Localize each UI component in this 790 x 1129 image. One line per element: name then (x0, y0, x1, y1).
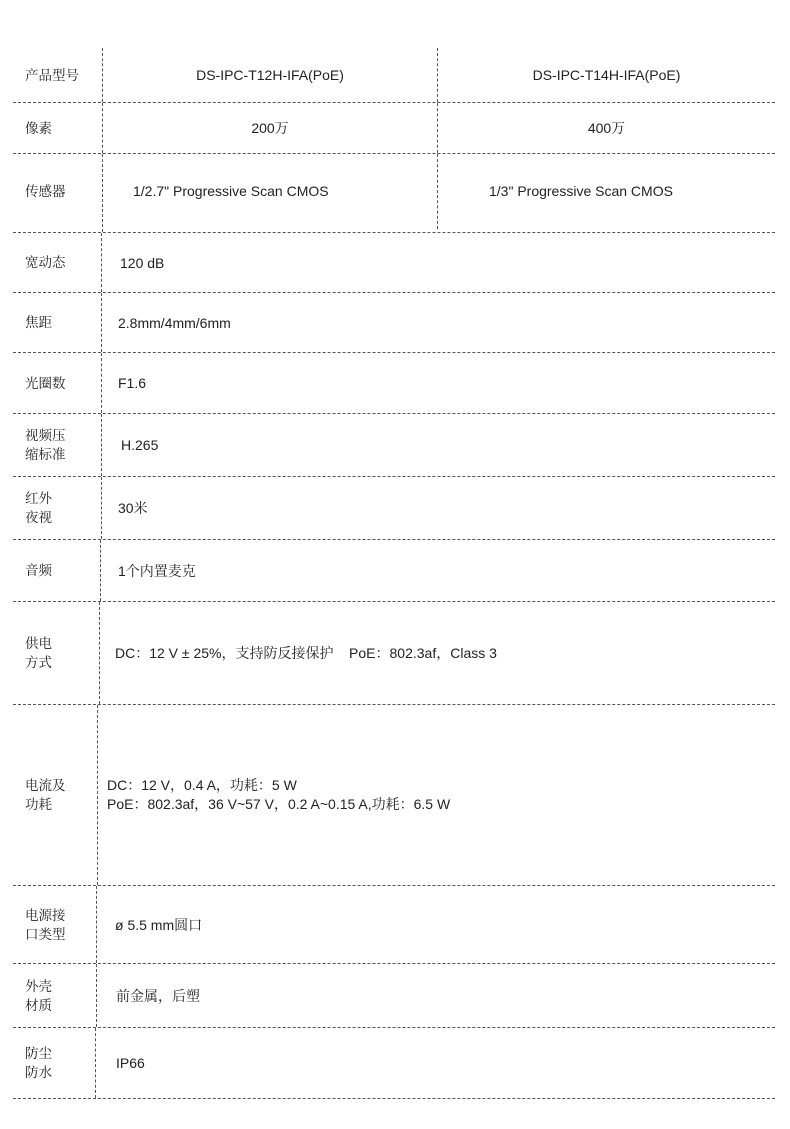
value-cell-col2: 1/3" Progressive Scan CMOS (489, 183, 673, 199)
value-cell: ø 5.5 mm圆口 (115, 916, 203, 933)
row-label (13, 477, 52, 539)
row-label-line: 方式 (25, 655, 52, 670)
row-label-line: 材质 (25, 997, 52, 1013)
spec-row-pixels (13, 103, 775, 154)
column-divider (101, 293, 102, 352)
value-cell: IP66 (116, 1055, 145, 1071)
value-line: PoE：802.3af，36 V~57 V，0.2 A~0.15 A,功耗：6.5 W (107, 796, 451, 812)
value-cell (107, 705, 450, 885)
spec-row-power-consumption (13, 705, 775, 886)
row-label (13, 1028, 52, 1098)
row-label (13, 705, 66, 885)
spec-row-housing (13, 964, 775, 1028)
column-divider (437, 154, 438, 229)
row-label (13, 886, 66, 963)
value-cell-col1: 200万 (251, 120, 289, 136)
row-label-line: 电源接 (25, 907, 66, 923)
row-label-line: 防尘 (25, 1046, 52, 1061)
spec-row-power-supply (13, 602, 775, 705)
value-cell-col2: 400万 (587, 120, 626, 136)
spec-row-video-compression (13, 414, 775, 477)
value-cell: 120 dB (120, 254, 165, 271)
row-label-line: 外壳 (25, 978, 52, 994)
column-divider (96, 964, 97, 1027)
column-divider (101, 233, 102, 292)
spec-row-audio (13, 540, 775, 602)
value-cell-col1: DS-IPC-T12H-IFA(PoE) (196, 67, 344, 83)
row-label-line: 供电 (25, 636, 52, 651)
row-label-line: 缩标准 (25, 447, 66, 462)
row-label: 传感器 (25, 183, 66, 199)
column-divider (101, 353, 102, 413)
value-cell-col2: DS-IPC-T14H-IFA(PoE) (532, 67, 681, 83)
column-divider (97, 705, 98, 885)
row-label-line: 电流及 (25, 778, 66, 793)
column-divider (100, 540, 101, 601)
row-label (13, 964, 52, 1027)
value-cell: H.265 (121, 437, 159, 453)
column-divider (102, 154, 103, 232)
row-label-line: 口类型 (25, 926, 66, 942)
spec-row-power-connector (13, 886, 775, 964)
row-label-line: 视频压 (25, 428, 66, 443)
value-line: DC：12 V，0.4 A，功耗：5 W (107, 777, 297, 793)
row-label: 宽动态 (25, 255, 66, 270)
column-divider (101, 477, 102, 539)
spec-row-model (13, 48, 775, 103)
column-divider (95, 1028, 96, 1098)
value-cell: F1.6 (118, 375, 147, 391)
value-cell: DC：12 V ± 25%，支持防反接保护 PoE：802.3af，Class 3 (115, 645, 497, 661)
value-cell: 2.8mm/4mm/6mm (118, 314, 231, 331)
row-label (13, 602, 52, 704)
spec-row-ip-rating (13, 1028, 775, 1099)
value-cell-col1: 1/2.7" Progressive Scan CMOS (133, 183, 329, 199)
column-divider (101, 414, 102, 476)
spec-row-aperture (13, 353, 775, 414)
row-label: 音频 (25, 563, 52, 578)
row-label: 光圈数 (25, 375, 66, 391)
row-label (13, 414, 66, 476)
row-label: 焦距 (25, 315, 52, 330)
spec-row-sensor (13, 154, 775, 233)
spec-row-wdr (13, 233, 775, 293)
column-divider (96, 886, 97, 963)
row-label: 像素 (25, 120, 52, 136)
row-label-line: 红外 (25, 491, 52, 506)
spec-row-ir (13, 477, 775, 540)
row-label: 产品型号 (25, 67, 79, 83)
value-cell: 前金属，后塑 (116, 987, 200, 1004)
row-label-line: 功耗 (25, 797, 52, 812)
value-cell: 1个内置麦克 (118, 562, 196, 579)
row-label-line: 防水 (25, 1065, 52, 1080)
spec-row-focal-length (13, 293, 775, 353)
column-divider (99, 602, 100, 704)
value-cell: 30米 (118, 500, 148, 516)
row-label-line: 夜视 (25, 510, 52, 525)
